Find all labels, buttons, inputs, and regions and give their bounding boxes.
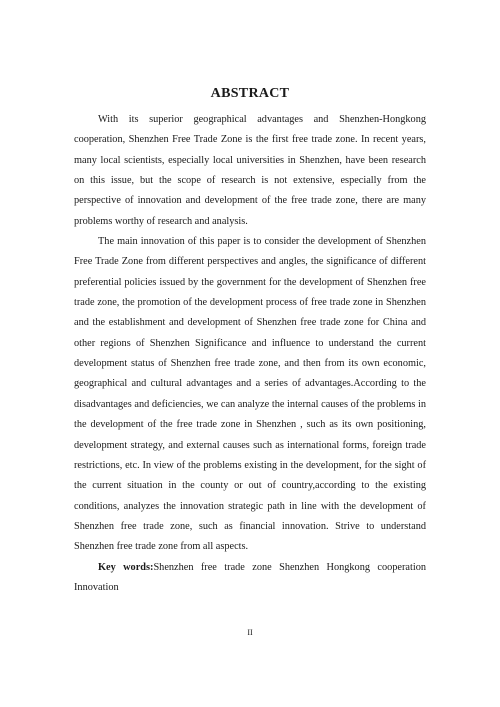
abstract-paragraph-2: The main innovation of this paper is to consider the development of Shenzhen Free Trade Zone from different perspectives and angles, the significance of different preferential policies issued by the government for the development of Shenzhen free trade zone, the promotion of the development process of free trade zone in Shenzhen and the establishment and development of Shenzhen free trade zone for China and other regions of Shenzhen Significance and influence to understand the current development status of Shenzhen free trade zone, and then from its own economic, geographical and cultural advantages and a series of advantages.According to the disadvantages and deficiencies, we can analyze the internal causes of the problems in the development of the free trade zone in Shenzhen , such as its own positioning, development strategy, and external causes such as international forms, foreign trade restrictions, etc. In view of the problems existing in the development, for the sight of the current situation in the county or out of country,according to the existing conditions, analyzes the innovation strategic path in line with the development of Shenzhen free trade zone, such as financial innovation. Strive to understand Shenzhen free trade zone from all aspects. [74, 236, 426, 553]
abstract-body [74, 110, 426, 598]
keywords-text: Shenzhen free trade zone Shenzhen Hongkong cooperation Innovation [74, 561, 426, 593]
abstract-paragraph-1: With its superior geographical advantages and Shenzhen-Hongkong cooperation, Shenzhen Free Trade Zone is the first free trade zone. In recent years, many local scientists, especially local universities in Shenzhen, have been research on this issue, but the scope of research is not extensive, especially from the perspective of innovation and development of the free trade zone, there are many problems worthy of research and analysis. [74, 114, 426, 227]
keywords-line [74, 558, 426, 599]
keywords-label: Key words: [98, 561, 154, 573]
page-number: II [247, 628, 253, 637]
abstract-title: ABSTRACT [210, 86, 290, 101]
